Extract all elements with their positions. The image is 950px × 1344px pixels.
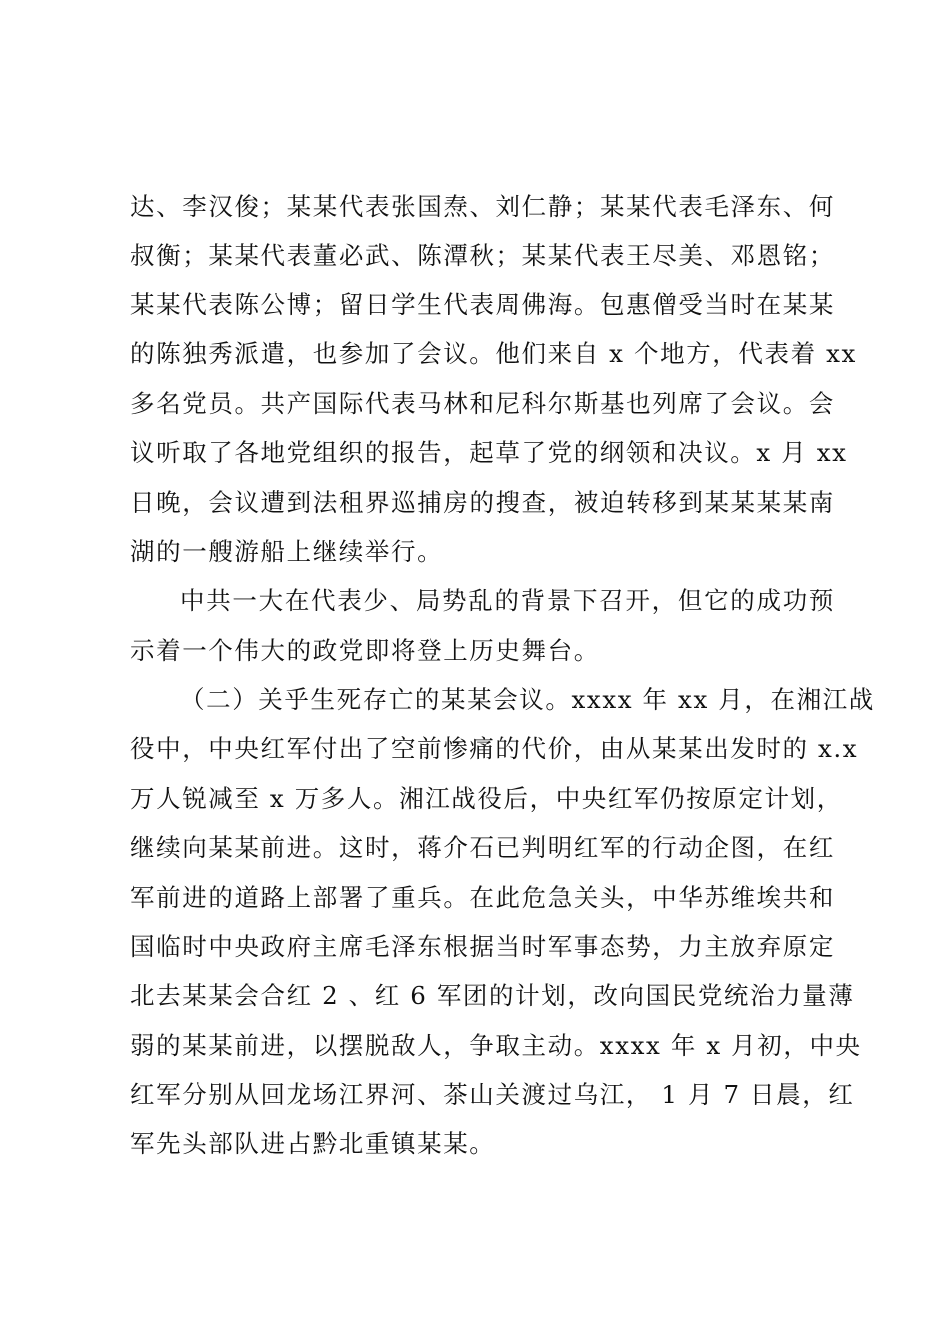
text-line: 弱的某某前进，以摆脱敌人，争取主动。xxxx 年 x 月初，中央 xyxy=(130,1031,862,1060)
text-line: 叔衡；某某代表董必武、陈潭秋；某某代表王尽美、邓恩铭； xyxy=(130,241,835,270)
text-line: 继续向某某前进。这时，蒋介石已判明红军的行动企图，在红 xyxy=(130,833,835,862)
text-line: 红军分别从回龙场江界河、茶山关渡过乌江， 1 月 7 日晨，红 xyxy=(130,1080,855,1109)
text-line: 湖的一艘游船上继续举行。 xyxy=(130,537,444,566)
text-line: 的陈独秀派遣，也参加了会议。他们来自 x 个地方，代表着 xx xyxy=(130,339,857,368)
text-line: 军前进的道路上部署了重兵。在此危急关头，中华苏维埃共和 xyxy=(130,883,835,912)
section-heading-line: （二）关乎生死存亡的某某会议。xxxx 年 xx 月，在湘江战 xyxy=(180,685,875,714)
text-line: 北去某某会合红 2 、红 6 军团的计划，改向国民党统治力量薄 xyxy=(130,981,855,1010)
paragraph-first-line: 中共一大在代表少、局势乱的背景下召开，但它的成功预 xyxy=(180,586,835,615)
text-line: 万人锐减至 x 万多人。湘江战役后，中央红军仍按原定计划， xyxy=(130,784,843,813)
text-line: 多名党员。共产国际代表马林和尼科尔斯基也列席了会议。会 xyxy=(130,389,835,418)
text-line: 议听取了各地党组织的报告，起草了党的纲领和决议。x 月 xx xyxy=(130,438,848,467)
text-line: 役中，中央红军付出了空前惨痛的代价，由从某某出发时的 x.x xyxy=(130,734,859,763)
text-line: 国临时中央政府主席毛泽东根据当时军事态势，力主放弃原定 xyxy=(130,932,835,961)
text-line: 示着一个伟大的政党即将登上历史舞台。 xyxy=(130,636,600,665)
text-line: 日晚，会议遭到法租界巡捕房的搜查，被迫转移到某某某某南 xyxy=(130,488,835,517)
text-line: 达、李汉俊；某某代表张国焘、刘仁静；某某代表毛泽东、何 xyxy=(130,192,835,221)
text-line: 军先头部队进占黔北重镇某某。 xyxy=(130,1129,496,1158)
text-line: 某某代表陈公博；留日学生代表周佛海。包惠僧受当时在某某 xyxy=(130,290,835,319)
